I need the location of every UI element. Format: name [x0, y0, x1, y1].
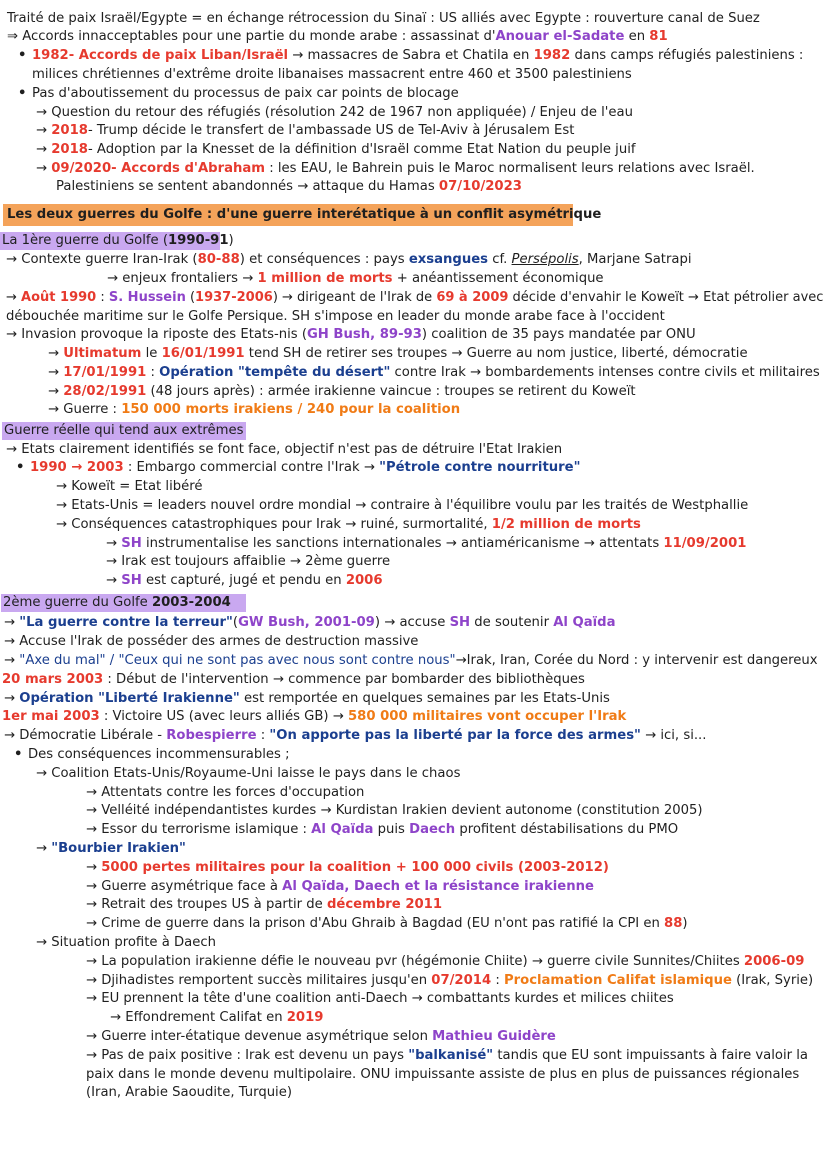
intro-sub-4: → 09/2020- Accords d'Abraham : les EAU, le Bahrein puis le Maroc normalisent leurs relations avec Israël. — [36, 161, 755, 176]
first-war-line-7: → 17/01/1991 : Opération "tempête du désert" contre Irak → bombardements intenses contre civils et militaires — [48, 365, 820, 380]
second-war-line-24: → Pas de paix positive : Irak est devenu un pays "balkanisé" tandis que EU sont impuissants à faire valoir la — [86, 1048, 809, 1063]
second-war-line-13: → "Bourbier Irakien" — [36, 841, 186, 856]
first-war-heading: La 1ère guerre du Golfe (1990-91) — [2, 233, 234, 248]
real-war-line-4: → Etats-Unis = leaders nouvel ordre mondial → contraire à l'équilibre voulu par les traités de Westphallie — [56, 498, 749, 513]
second-war-line-2: → Accuse l'Irak de posséder des armes de destruction massive — [4, 634, 419, 649]
real-war-heading: Guerre réelle qui tend aux extrêmes — [2, 422, 246, 440]
real-war-line-3: → Koweït = Etat libéré — [56, 479, 203, 494]
second-war-line-14: → 5000 pertes militaires pour la coalition + 100 000 civils (2003-2012) — [86, 860, 609, 875]
second-war-heading: 2ème guerre du Golfe 2003-2004 — [1, 594, 246, 612]
real-war-line-5: → Conséquences catastrophiques pour Irak → ruiné, surmortalité, 1/2 million de morts — [56, 517, 641, 532]
second-war-line-9: → Coalition Etats-Unis/Royaume-Uni laisse le pays dans le chaos — [36, 766, 461, 781]
first-war-line-3: → Août 1990 : S. Hussein (1937-2006) → dirigeant de l'Irak de 69 à 2009 décide d'envahir le Koweït → Etat pétrolier avec — [6, 290, 824, 305]
second-war-line-11: → Velléité indépendantistes kurdes → Kurdistan Irakien devient autonome (constitution 2005) — [86, 803, 703, 818]
real-war-line-2: • 1990 → 2003 : Embargo commercial contre l'Irak → "Pétrole contre nourriture" — [30, 459, 580, 477]
intro-sub-3: → 2018- Adoption par la Knesset de la définition d'Israël comme Etat Nation du peuple juif — [36, 142, 636, 157]
second-war-line-4: 20 mars 2003 : Début de l'intervention → commence par bombarder des bibliothèques — [2, 672, 585, 687]
intro-bullet-1-cont: milices chrétiennes d'extrême droite libanaises massacrent entre 460 et 3500 palestiniens — [32, 67, 632, 82]
intro-bullet-1: • 1982- Accords de paix Liban/Israël → massacres de Sabra et Chatila en 1982 dans camps réfugiés palestiniens : — [32, 47, 803, 65]
second-war-line-23: → Guerre inter-étatique devenue asymétrique selon Mathieu Guidère — [86, 1029, 556, 1044]
first-war-line-8: → 28/02/1991 (48 jours après) : armée irakienne vaincue : troupes se retirent du Koweït — [48, 384, 636, 399]
second-war-line-19: → La population irakienne défie le nouveau pvr (hégémonie Chiite) → guerre civile Sunnites/Chiites 2006-09 — [86, 954, 805, 969]
intro-line-2: ⇒ Accords innacceptables pour une partie du monde arabe : assassinat d'Anouar el-Sadate en 81 — [7, 29, 668, 44]
intro-bullet-2: • Pas d'aboutissement du processus de paix car points de blocage — [32, 85, 459, 103]
first-war-line-6: → Ultimatum le 16/01/1991 tend SH de retirer ses troupes → Guerre au nom justice, liberté, démocratie — [48, 346, 748, 361]
second-war-line-3: → "Axe du mal" / "Ceux qui ne sont pas avec nous sont contre nous"→Irak, Iran, Corée du Nord : y intervenir est dangereux — [4, 653, 818, 668]
second-war-line-22: → Effondrement Califat en 2019 — [110, 1010, 324, 1025]
second-war-line-6: 1er mai 2003 : Victoire US (avec leurs alliés GB) → 580 000 militaires vont occuper l'Irak — [2, 709, 627, 724]
first-war-line-5: → Invasion provoque la riposte des Etats-nis (GH Bush, 89-93) coalition de 35 pays mandatée par ONU — [6, 327, 696, 342]
real-war-line-1: → Etats clairement identifiés se font face, objectif n'est pas de détruire l'Etat Irakien — [6, 442, 563, 457]
first-war-line-9: → Guerre : 150 000 morts irakiens / 240 pour la coalition — [48, 402, 461, 417]
second-war-line-18: → Situation profite à Daech — [36, 935, 216, 950]
real-war-line-6: → SH instrumentalise les sanctions internationales → antiaméricanisme → attentats 11/09/2001 — [106, 536, 747, 551]
real-war-line-8: → SH est capturé, jugé et pendu en 2006 — [106, 573, 383, 588]
second-war-line-17: → Crime de guerre dans la prison d'Abu Ghraib à Bagdad (EU n'ont pas ratifié la CPI en 88) — [86, 916, 688, 931]
real-war-line-7: → Irak est toujours affaiblie → 2ème guerre — [106, 554, 391, 569]
second-war-line-5: → Opération "Liberté Irakienne" est remportée en quelques semaines par les Etats-Unis — [4, 691, 610, 706]
second-war-line-26: (Iran, Arabie Saoudite, Turquie) — [86, 1085, 292, 1100]
intro-line-1: Traité de paix Israël/Egypte = en échange rétrocession du Sinaï : US alliés avec Egypte : rouverture canal de Suez — [7, 11, 760, 26]
second-war-line-25: paix dans le monde devenu multipolaire. ONU impuissante assiste de plus en plus de puissances régionales — [86, 1067, 800, 1082]
first-war-line-4: débouchée maritime sur le Golfe Persique. SH s'impose en leader du monde arabe face à l'occident — [6, 309, 665, 324]
first-war-line-1: → Contexte guerre Iran-Irak (80-88) et conséquences : pays exsangues cf. Persépolis, Marjane Satrapi — [6, 252, 692, 267]
second-war-line-16: → Retrait des troupes US à partir de décembre 2011 — [86, 897, 443, 912]
second-war-line-21: → EU prennent la tête d'une coalition anti-Daech → combattants kurdes et milices chiites — [86, 991, 674, 1006]
second-war-line-10: → Attentats contre les forces d'occupation — [86, 785, 365, 800]
intro-sub-2: → 2018- Trump décide le transfert de l'ambassade US de Tel-Aviv à Jérusalem Est — [36, 123, 575, 138]
second-war-line-15: → Guerre asymétrique face à Al Qaïda, Daech et la résistance irakienne — [86, 879, 594, 894]
first-war-line-2: → enjeux frontaliers → 1 million de morts + anéantissement économique — [107, 271, 604, 286]
second-war-line-12: → Essor du terrorisme islamique : Al Qaïda puis Daech profitent déstabilisations du PMO — [86, 822, 679, 837]
second-war-line-1: → "La guerre contre la terreur"(GW Bush, 2001-09) → accuse SH de soutenir Al Qaïda — [4, 615, 616, 630]
second-war-line-7: → Démocratie Libérale - Robespierre : "On apporte pas la liberté par la force des armes" → ici, si... — [4, 728, 707, 743]
intro-sub-1: → Question du retour des réfugiés (résolution 242 de 1967 non appliquée) / Enjeu de l'eau — [36, 105, 633, 120]
intro-sub-5: Palestiniens se sentent abandonnés → attaque du Hamas 07/10/2023 — [56, 179, 522, 194]
second-war-line-20: → Djihadistes remportent succès militaires jusqu'en 07/2014 : Proclamation Califat islamique (Irak, Syrie) — [86, 973, 814, 988]
section-title: Les deux guerres du Golfe : d'une guerre interétatique à un conflit asymétrique — [3, 204, 573, 226]
second-war-line-8: • Des conséquences incommensurables ; — [28, 746, 290, 764]
